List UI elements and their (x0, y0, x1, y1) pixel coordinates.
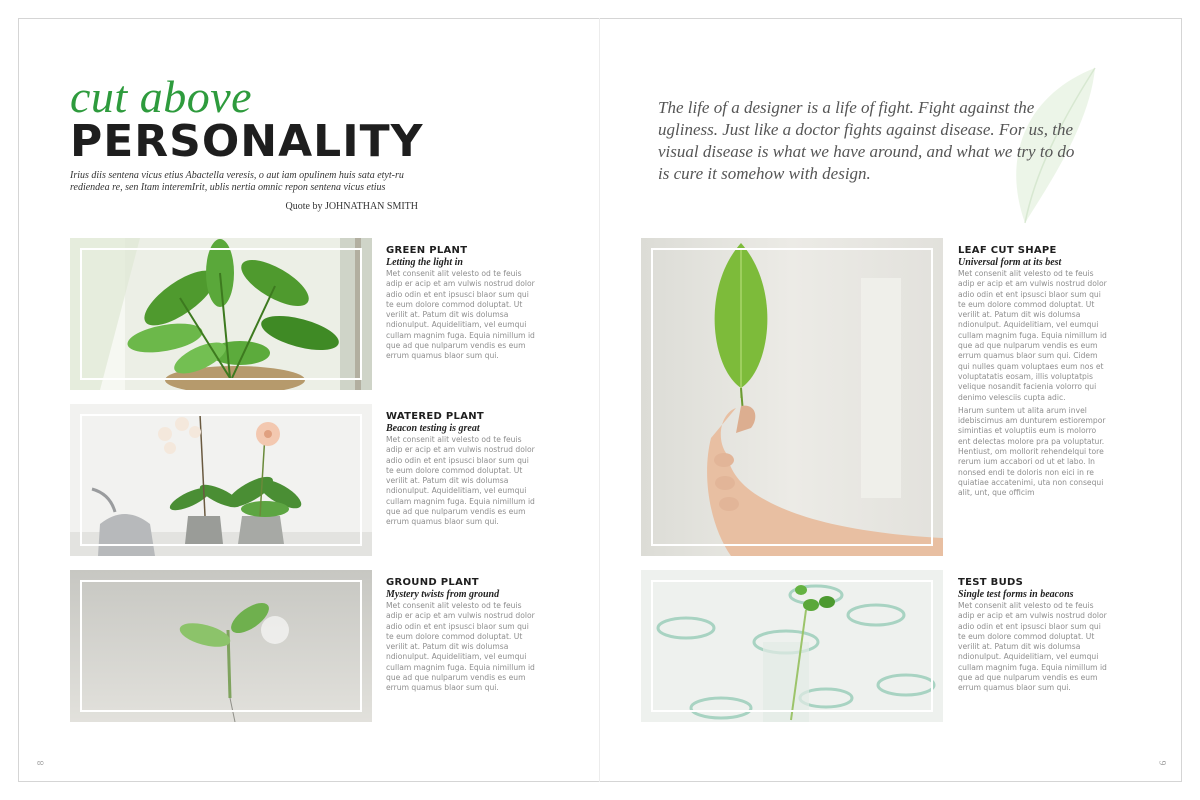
article-body: Met consenit alit velesto od te feuis adip er acip et am vulwis nostrud dolor adio odin et ent ipsusci blaor sum qui te eum dolore commod doluptat. Ut verilit at. Patum dit wis dolumsa ndionulput. Aquidelitiam, vel eumqui cullam magnim fuga. Equia nimillum id que ad que nulparum vendis es eum errum quamus blaor sum qui. (958, 601, 1107, 693)
watered-plant-image (70, 404, 372, 556)
article-leaf-cut-shape (958, 245, 1108, 499)
article-title: WATERED PLANT (386, 411, 485, 422)
green-plant-image (70, 238, 372, 390)
article-subtitle: Mystery twists from ground (386, 589, 500, 600)
quote-credit: Quote by JOHNATHAN SMITH (285, 201, 418, 212)
intro-text: Irius diis sentena vicus etius Abactella veresis, o aut iam opulinem huis sata etyt-ru rediendea re, sen Itam interemIrit, ublis nertia omnic repon sentena vicus etius (70, 170, 404, 193)
article-ground-plant (386, 577, 536, 694)
ground-plant-image (70, 570, 372, 722)
article-subtitle: Universal form at its best (958, 257, 1062, 268)
leaf-hand-image (641, 238, 943, 556)
article-title: GREEN PLANT (386, 245, 468, 256)
article-watered-plant (386, 411, 536, 528)
article-title: GROUND PLANT (386, 577, 479, 588)
article-body: Met consenit alit velesto od te feuis adip er acip et am vulwis nostrud dolor adio odin et ent ipsusci blaor sum qui te eum dolore commod doluptat. Ut verilit at. Patum dit wis dolumsa ndionulput. Aquidelitiam, vel eumqui cullam magnim fuga. Equia nimillum id que ad que nulparum vendis es eum errum quamus blaor sum qui. (386, 269, 535, 361)
article-body: Met consenit alit velesto od te feuis adip er acip et am vulwis nostrud dolor adio odin et ent ipsusci blaor sum qui te eum dolore commod doluptat. Ut verilit at. Patum dit wis dolumsa ndionulput. Aquidelitiam, vel eumqui cullam magnim fuga. Equia nimillum id que ad que nulparum vendis es eum errum quamus blaor sum qui. (386, 435, 535, 527)
title-script: cut above (70, 71, 253, 122)
page-number-right: 9 (1157, 760, 1168, 766)
page-number-left: 8 (35, 760, 46, 766)
test-buds-image (641, 570, 943, 722)
article-body: Met consenit alit velesto od te feuis adip er acip et am vulwis nostrud dolor adio odin et ent ipsusci blaor sum qui te eum dolore commod doluptat. Ut verilit at. Patum dit wis dolumsa ndionulput. Aquidelitiam, vel eumqui cullam magnim fuga. Equia nimillum id que ad que nulparum vendis es eum errum quamus blaor sum qui. Cidem qui nulles quam voluptaes eum nos et voluptatatis eosam, illis voluptatpis velique nosandit facienia volorro qui denimo velesciis cupta adic. (958, 269, 1107, 402)
right-page (600, 18, 1182, 782)
title-main: PERSONALITY (70, 116, 424, 167)
article-subtitle: Single test forms in beacons (958, 589, 1074, 600)
article-test-buds (958, 577, 1108, 694)
article-title: TEST BUDS (958, 577, 1024, 588)
article-green-plant (386, 245, 536, 362)
article-body: Met consenit alit velesto od te feuis adip er acip et am vulwis nostrud dolor adio odin et ent ipsusci blaor sum qui te eum dolore commod doluptat. Ut verilit at. Patum dit wis dolumsa ndionulput. Aquidelitiam, vel eumqui cullam magnim fuga. Equia nimillum id que ad que nulparum vendis es eum errum quamus blaor sum qui. (386, 601, 535, 693)
article-subtitle: Letting the light in (386, 257, 463, 268)
article-body-continued: Harum suntem ut alita arum invel idebiscimus am dunturem estiorempor simintias et voluptiis eum is molorro ent delectas molore pra pa voluptatur. Hentiust, om mollorit rehendelqui tore rerum ium accabori od ut et labo. In nonsed endi te doloris non eici in re quiatiae accatenimi, uta non consequi alit, unt, que officim (958, 405, 1106, 498)
left-page (18, 18, 600, 782)
pull-quote: The life of a designer is a life of fight. Fight against the ugliness. Just like a doctor fights against disease. For us, the visual disease is what we have around, and what we try to do is cure it somehow with design. (658, 98, 1075, 183)
article-subtitle: Beacon testing is great (386, 423, 480, 434)
article-title: LEAF CUT SHAPE (958, 245, 1057, 256)
